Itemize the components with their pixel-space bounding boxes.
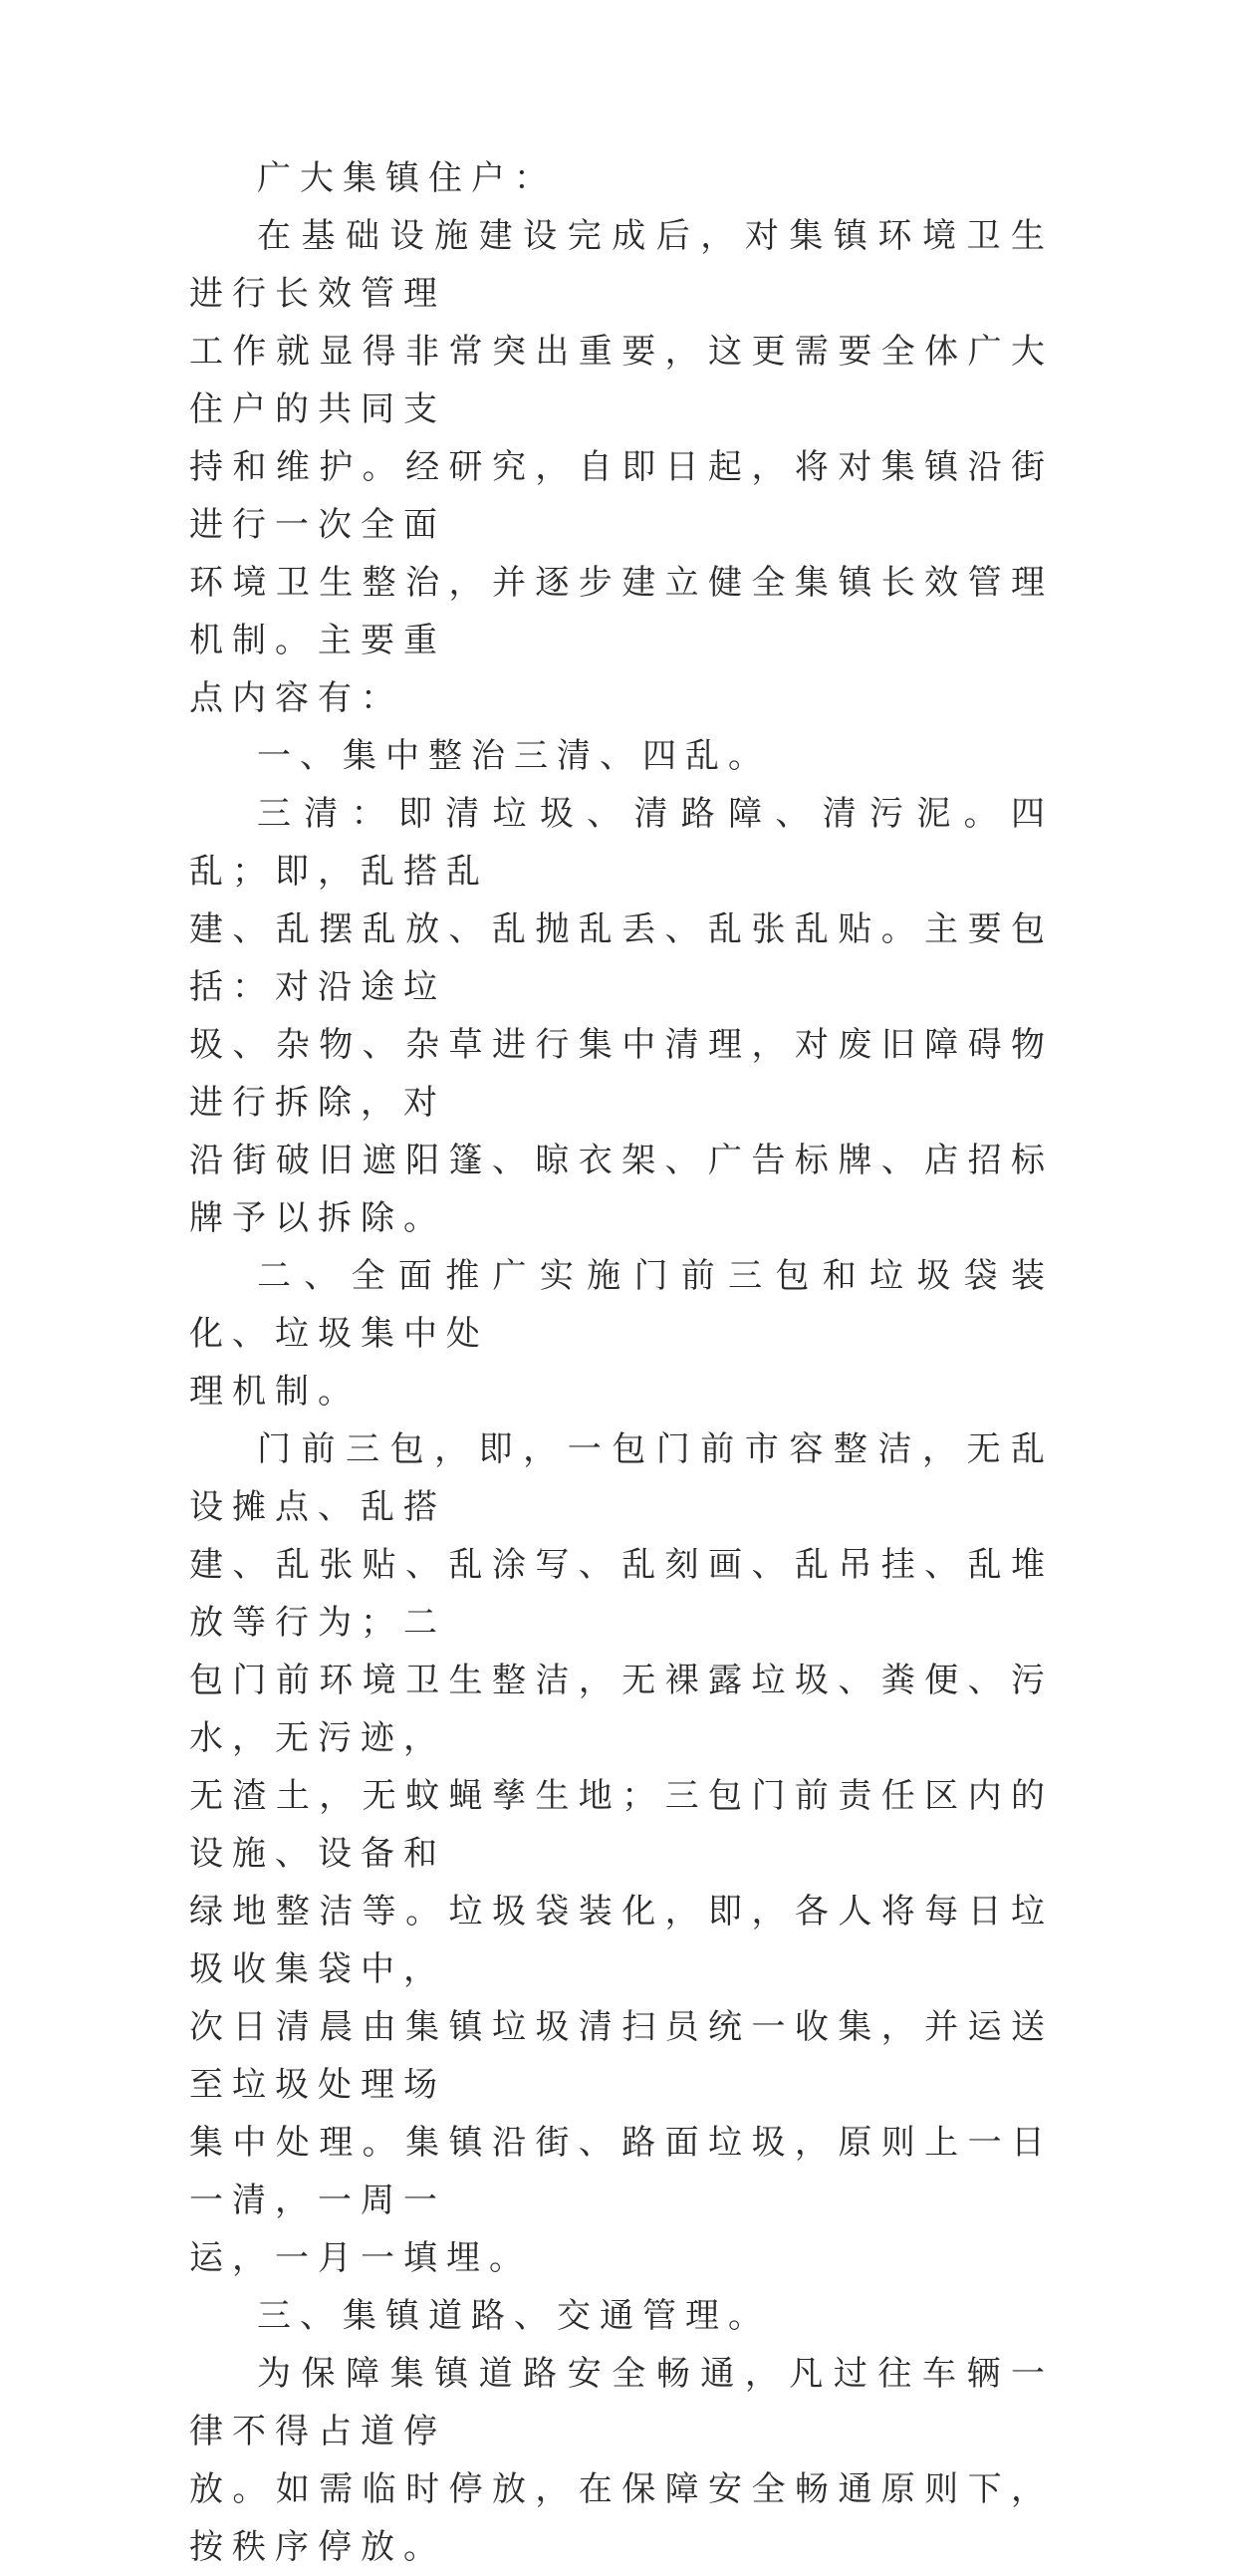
section-heading-1: 一、集中整治三清、四乱。 [257,736,771,776]
salutation: 广大集镇住户： [257,158,557,198]
intro-paragraph: 在基础设施建设完成后，对集镇环境卫生进行长效管理 工作就显得非常突出重要，这更需要全体广大住户的共同支 持和维护。经研究，自即日起，将对集镇沿街进行一次全面 环境卫生整治，并逐步建立健全集镇长效管理机制。主要重 点内容有： [189,216,1054,718]
document-body [189,149,1054,2576]
section-2-paragraph: 门前三包，即，一包门前市容整洁，无乱设摊点、乱搭 建、乱张贴、乱涂写、乱刻画、乱吊挂、乱堆放等行为；二 包门前环境卫生整洁，无裸露垃圾、粪便、污水，无污迹， 无渣土，无蚊蝇孳生地；三包门前责任区内的设施、设备和 绿地整洁等。垃圾袋装化，即，各人将每日垃圾收集袋中， 次日清晨由集镇垃圾清扫员统一收集，并运送至垃圾处理场 集中处理。集镇沿街、路面垃圾，原则上一日一清，一周一 运，一月一填埋。 [189,1429,1054,2278]
section-3-paragraph: 为保障集镇道路安全畅通，凡过往车辆一律不得占道停 放。如需临时停放，在保障安全畅通原则下，按秩序停放。 [189,2354,1054,2567]
section-heading-3: 三、集镇道路、交通管理。 [257,2296,771,2336]
section-heading-2: 二、全面推广实施门前三包和垃圾袋装化、垃圾集中处 理机制。 [189,1256,1054,1412]
section-1-paragraph: 三清：即清垃圾、清路障、清污泥。四乱；即，乱搭乱 建、乱摆乱放、乱抛乱丢、乱张乱贴。主要包括：对沿途垃 圾、杂物、杂草进行集中清理，对废旧障碍物进行拆除，对 沿街破旧遮阳篷、晾衣架、广告标牌、店招标牌予以拆除。 [189,794,1054,1238]
